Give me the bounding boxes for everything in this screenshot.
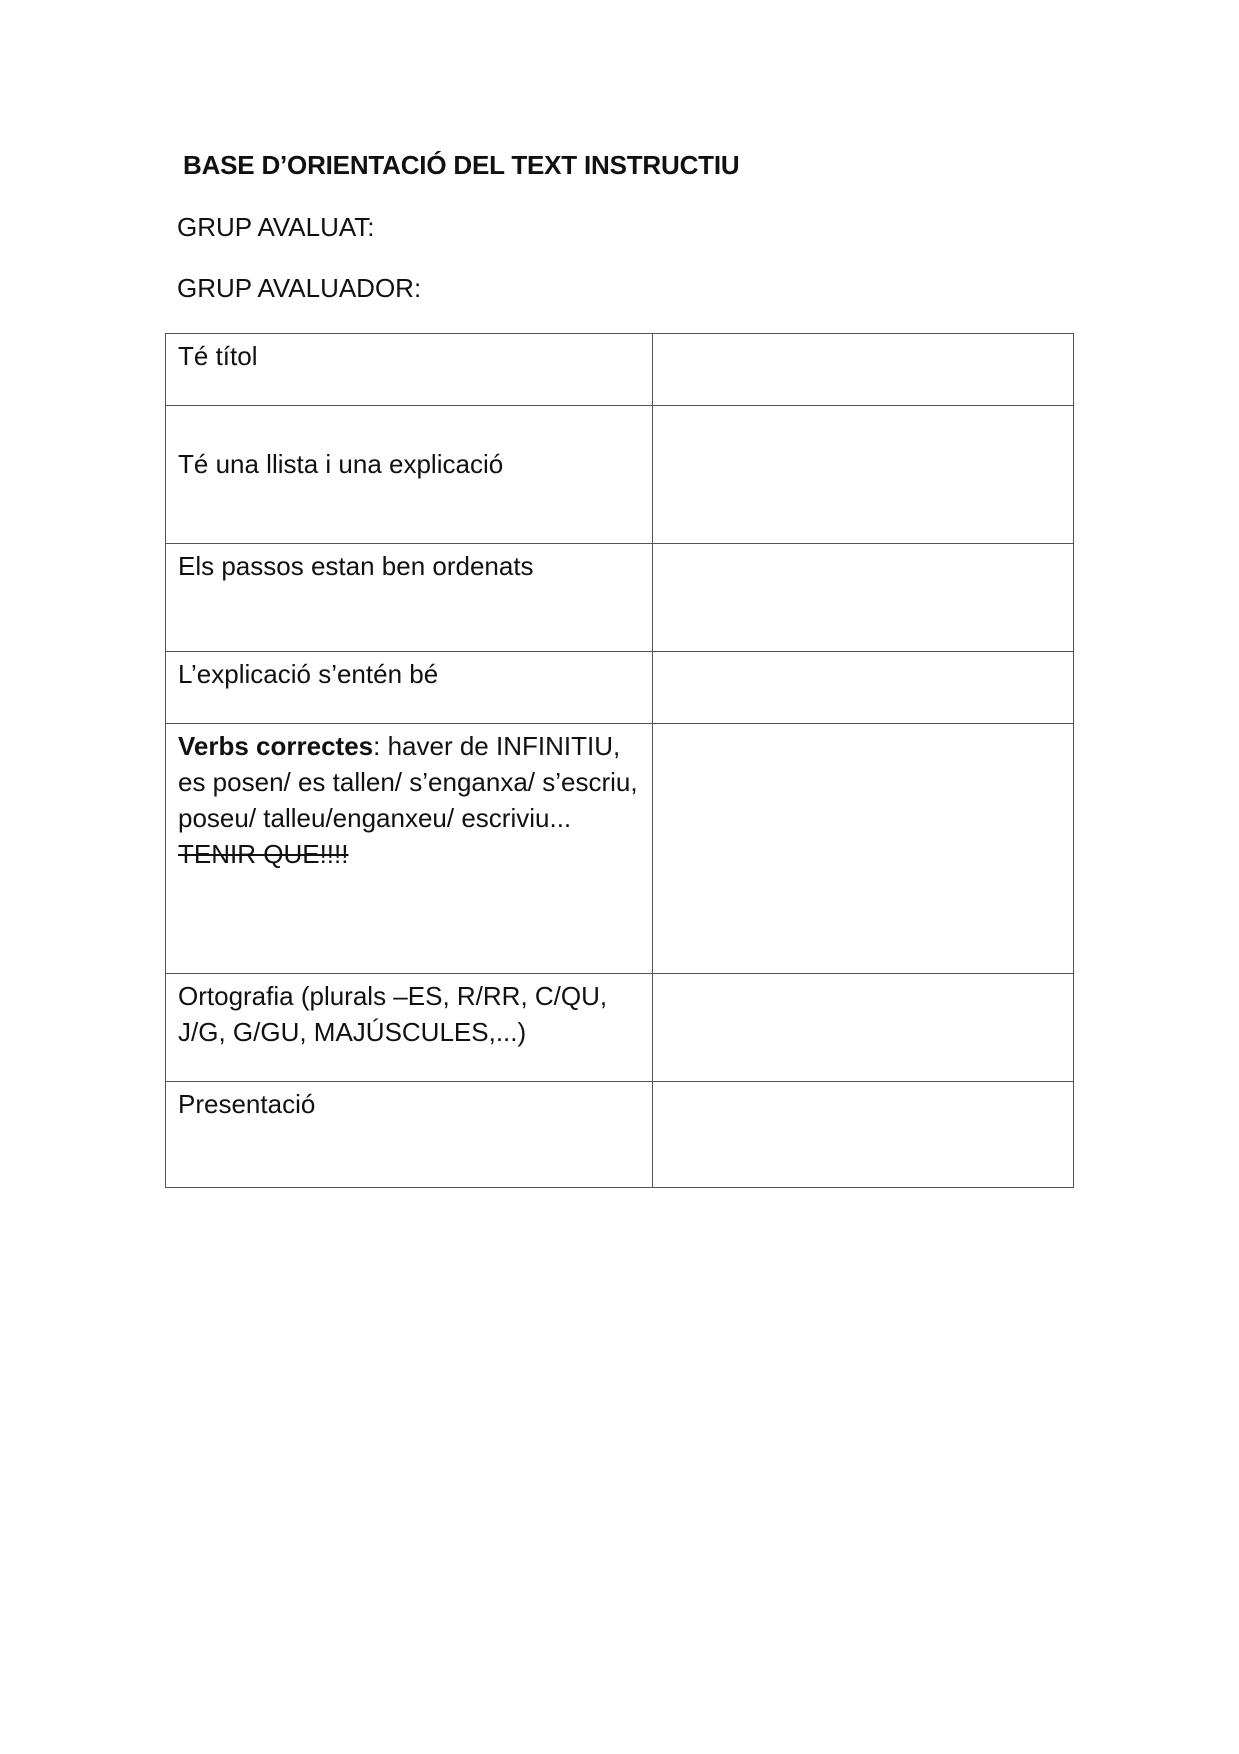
criterion-cell	[166, 544, 653, 652]
score-text	[653, 652, 1073, 656]
score-cell[interactable]	[653, 974, 1074, 1082]
criterion-text: Presentació	[178, 1089, 316, 1119]
score-text	[653, 974, 1073, 978]
score-cell[interactable]	[653, 334, 1074, 406]
table-row	[166, 974, 1074, 1082]
table-row	[166, 334, 1074, 406]
table-row	[166, 724, 1074, 974]
score-cell[interactable]	[653, 724, 1074, 974]
struck-through-text: TENIR QUE!!!!	[178, 839, 349, 869]
criterion-text: L’explicació s’entén bé	[178, 659, 439, 689]
score-cell[interactable]	[653, 544, 1074, 652]
table-row	[166, 406, 1074, 544]
table-row	[166, 544, 1074, 652]
group-evaluated-label: GRUP AVALUAT:	[177, 212, 375, 242]
criterion-cell	[166, 724, 653, 974]
criterion-cell	[166, 1082, 653, 1188]
criterion-text: Els passos estan ben ordenats	[178, 551, 534, 581]
score-text	[653, 544, 1073, 548]
criterion-text: Té títol	[178, 341, 258, 371]
criterion-text	[166, 724, 652, 872]
table-row	[166, 1082, 1074, 1188]
criterion-cell	[166, 334, 653, 406]
evaluation-rubric-table	[165, 333, 1074, 1188]
score-cell[interactable]	[653, 652, 1074, 724]
criterion-text: Té una llista i una explicació	[178, 449, 504, 479]
criterion-detail-text: : haver de INFINITIU, es posen/ es tallen/ s’enganxa/ s’escriu, poseu/ talleu/enganxeu/ escriviu...	[178, 731, 638, 833]
score-text	[653, 406, 1073, 446]
score-text	[653, 1082, 1073, 1086]
score-cell[interactable]	[653, 406, 1074, 544]
criterion-bold-text: Verbs correctes	[178, 731, 374, 761]
score-cell[interactable]	[653, 1082, 1074, 1188]
group-evaluator-label: GRUP AVALUADOR:	[177, 273, 422, 303]
criterion-cell	[166, 406, 653, 544]
score-text	[653, 724, 1073, 728]
criterion-cell	[166, 652, 653, 724]
criterion-cell	[166, 974, 653, 1082]
table-row	[166, 652, 1074, 724]
document-title: BASE D’ORIENTACIÓ DEL TEXT INSTRUCTIU	[183, 150, 740, 180]
criterion-text: Ortografia (plurals –ES, R/RR, C/QU, J/G, G/GU, MAJÚSCULES,...)	[178, 981, 608, 1047]
score-text	[653, 334, 1073, 338]
